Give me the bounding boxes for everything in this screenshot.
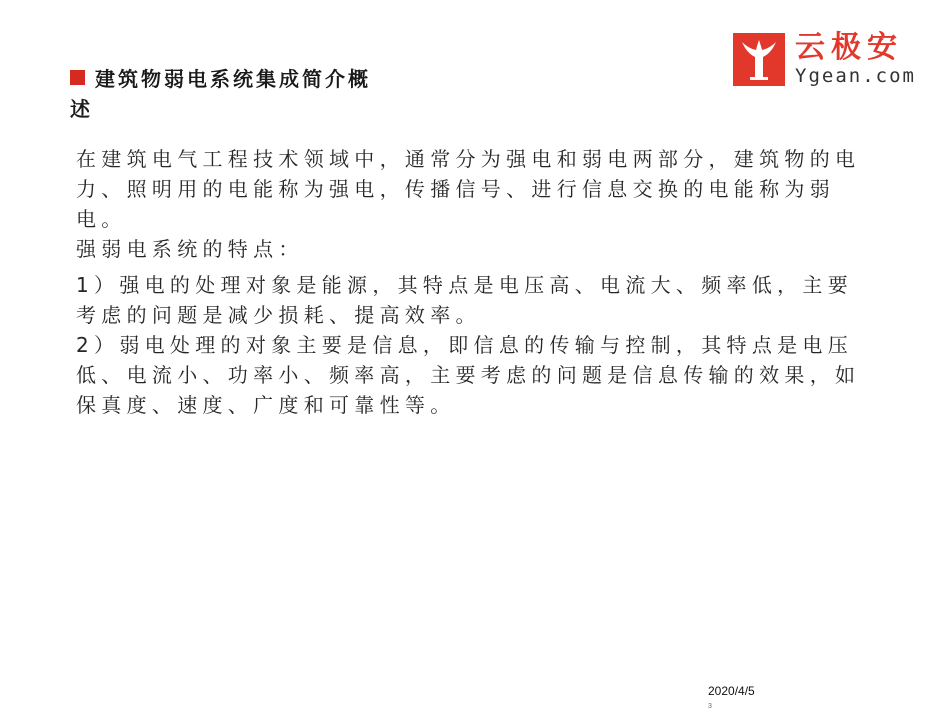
page-number: 3 [708, 703, 712, 710]
body-paragraph-intro: 在建筑电气工程技术领域中，通常分为强电和弱电两部分，建筑物的电力、照明用的电能称为强电，传播信号、进行信息交换的电能称为弱电。 [76, 147, 861, 231]
footer-date: 2020/4/5 [708, 684, 755, 698]
title-line-1: 建筑物弱电系统集成简介概 [95, 67, 371, 91]
logo-english-text: Ygean.com [795, 65, 916, 87]
title-line-2: 述 [70, 97, 90, 121]
body-paragraph-weak-current: 2）弱电处理的对象主要是信息，即信息的传输与控制，其特点是电压低、电流小、功率小、频率高，主要考虑的问题是信息传输的效果，如保真度、速度、广度和可靠性等。 [76, 333, 861, 417]
body-paragraph-features-heading: 强弱电系统的特点： [76, 237, 304, 261]
slide-title [70, 66, 420, 122]
slide-body [76, 144, 876, 420]
square-bullet-icon [70, 70, 85, 85]
logo-chinese-text: 云极安 [795, 30, 903, 65]
ygean-logo-icon [733, 33, 785, 86]
ygean-logo [733, 30, 933, 89]
body-paragraph-strong-current: 1）强电的处理对象是能源，其特点是电压高、电流大、频率低，主要考虑的问题是减少损耗、提高效率。 [76, 273, 854, 327]
